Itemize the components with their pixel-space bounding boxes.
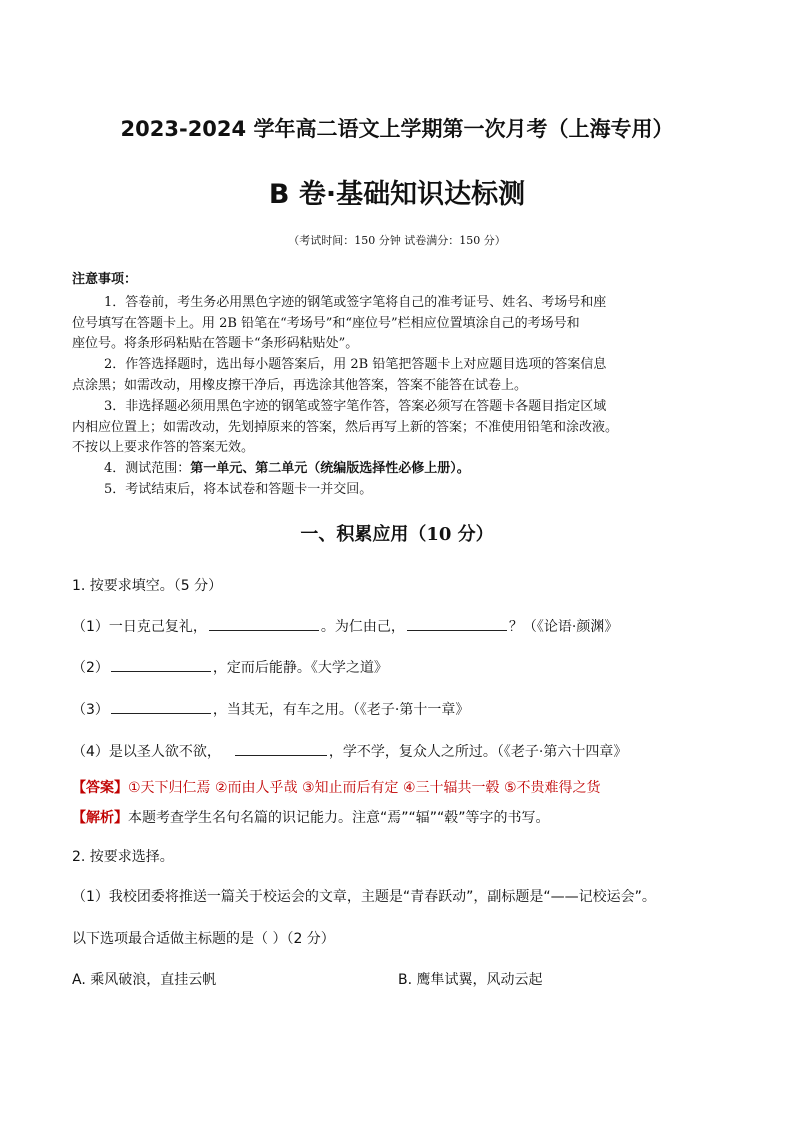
analysis-text: 本题考查学生名句名篇的识记能力。注意“焉”“辐”“毂”等字的书写。 xyxy=(128,810,550,826)
answer-blank[interactable] xyxy=(209,616,319,631)
answer-line xyxy=(72,777,601,797)
exam-title: 2023-2024 学年高二语文上学期第一次月考（上海专用） xyxy=(120,117,674,141)
notice-item-1: 1．答卷前，考生务必用黑色字迹的钢笔或签字笔将自己的准考证号、姓名、考场号和座 位号填写在答题卡上。用 2B 铅笔在“考场号”和“座位号”栏相应位置填涂自己的考场号和 座位号。将条形码粘贴在答题卡“条形码粘贴处”。 xyxy=(72,295,607,351)
section-title: 一、积累应用（10 分） xyxy=(300,524,494,545)
answer-blank[interactable] xyxy=(407,616,507,631)
answer-blank[interactable] xyxy=(111,657,211,672)
option-a[interactable]: A. 乘风破浪，直挂云帆 xyxy=(72,972,217,988)
question-1-item-2: （2） ，定而后能静。《大学之道》 xyxy=(72,657,388,677)
question-1-item-3: （3） ，当其无，有车之用。（《老子·第十一章》 xyxy=(72,699,469,719)
exam-subtitle: B 卷·基础知识达标测 xyxy=(268,179,526,210)
answer-blank[interactable] xyxy=(235,741,327,756)
notice-heading: 注意事项： xyxy=(72,272,138,287)
notice-item-2: 2．作答选择题时，选出每小题答案后，用 2B 铅笔把答题卡上对应题目选项的答案信息 点涂黑；如需改动，用橡皮擦干净后，再选涂其他答案，答案不能答在试卷上。 xyxy=(72,357,607,393)
answer-label: 【答案】 xyxy=(72,780,128,796)
test-scope: 第一单元、第二单元（统编版选择性必修上册）。 xyxy=(190,461,470,476)
exam-meta: （考试时间：150 分钟 试卷满分：150 分） xyxy=(288,234,506,247)
notice-item-3: 3．非选择题必须用黑色字迹的钢笔或签字笔作答，答案必须写在答题卡各题目指定区域 内相应位置上；如需改动，先划掉原来的答案，然后再写上新的答案；不准使用铅笔和涂改液。 不按以上要求作答的答案无效。 xyxy=(72,399,619,455)
question-2-item-1-line2: 以下选项最合适做主标题的是（ ）（2 分） xyxy=(72,931,335,947)
question-2-item-1-line1: （1）我校团委将推送一篇关于校运会的文章，主题是“青春跃动”，副标题是“——记校运会”。 xyxy=(72,889,656,905)
answer-blank[interactable] xyxy=(111,699,211,714)
analysis-label: 【解析】 xyxy=(72,810,128,826)
option-b[interactable]: B. 鹰隼试翼，风动云起 xyxy=(398,972,543,988)
question-1-stem: 1. 按要求填空。（5 分） xyxy=(72,578,223,594)
analysis-line xyxy=(72,807,550,827)
notice-item-4: 4．测试范围：第一单元、第二单元（统编版选择性必修上册）。 xyxy=(104,461,470,476)
question-2-stem: 2. 按要求选择。 xyxy=(72,849,174,865)
question-1-item-4: （4）是以圣人欲不欲， ，学不学，复众人之所过。（《老子·第六十四章》 xyxy=(72,741,627,761)
question-1-item-1: （1）一日克己复礼， 。为仁由己， ？（《论语·颜渊》 xyxy=(72,616,618,636)
answer-text: ①天下归仁焉 ②而由人乎哉 ③知止而后有定 ④三十辐共一毂 ⑤不贵难得之货 xyxy=(128,780,601,796)
notice-item-5: 5．考试结束后，将本试卷和答题卡一并交回。 xyxy=(104,482,373,497)
